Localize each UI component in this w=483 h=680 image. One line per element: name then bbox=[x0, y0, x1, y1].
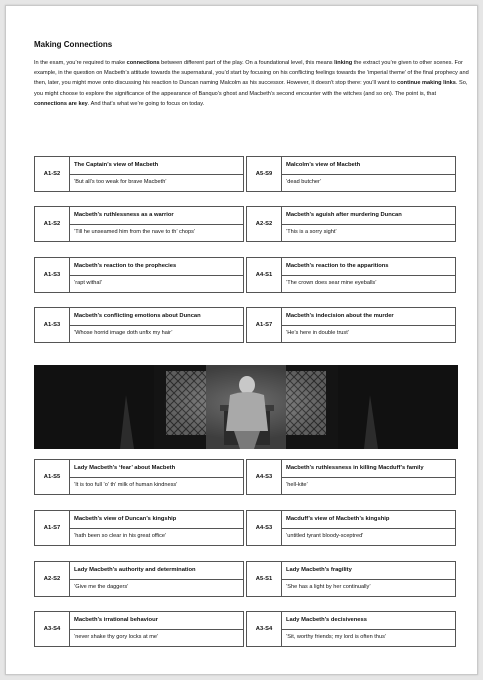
card-quote: ‘It is too full ‘o’ th’ milk of human kindness’ bbox=[74, 482, 178, 488]
scene-reference: A1-S7 bbox=[35, 511, 70, 545]
scene-reference: A1-S2 bbox=[35, 157, 70, 191]
quote-card bbox=[246, 307, 456, 343]
card-quote: ‘This is a sorry sight’ bbox=[286, 229, 337, 235]
card-heading: Lady Macbeth’s decisiveness bbox=[281, 612, 455, 630]
card-quote: ‘He’s here in double trust’ bbox=[286, 330, 350, 336]
scene-reference: A1-S3 bbox=[35, 308, 70, 342]
card-heading: Lady Macbeth’s authority and determination bbox=[69, 562, 243, 580]
card-heading: The Captain’s view of Macbeth bbox=[69, 157, 243, 175]
quote-card bbox=[34, 156, 244, 192]
intro-paragraph bbox=[34, 58, 470, 109]
card-heading: Macbeth’s aguish after murdering Duncan bbox=[281, 207, 455, 225]
card-quote: ‘Whose horrid image doth unfix my hair’ bbox=[74, 330, 173, 336]
card-quote: ‘hell-kite’ bbox=[286, 482, 308, 488]
connection-row bbox=[34, 206, 457, 242]
scene-reference: A3-S4 bbox=[35, 612, 70, 646]
quote-card bbox=[34, 611, 244, 647]
card-heading: Macbeth’s indecision about the murder bbox=[281, 308, 455, 326]
card-quote: ‘untitled tyrant bloody-sceptred’ bbox=[286, 533, 364, 539]
scene-reference: A1-S7 bbox=[247, 308, 282, 342]
document-page bbox=[5, 5, 478, 675]
card-quote: ‘But all’s too weak for brave Macbeth’ bbox=[74, 179, 167, 185]
connection-row bbox=[34, 459, 457, 495]
quote-card bbox=[246, 561, 456, 597]
intro-bold-phrase: continue making links bbox=[397, 80, 456, 87]
connection-row bbox=[34, 156, 457, 192]
connection-row bbox=[34, 611, 457, 647]
quote-card bbox=[34, 206, 244, 242]
scene-reference: A4-S3 bbox=[247, 460, 282, 494]
connection-row bbox=[34, 561, 457, 597]
card-heading: Macbeth’s reaction to the apparitions bbox=[281, 258, 455, 276]
card-quote: ‘never shake thy gory locks at me’ bbox=[74, 634, 159, 640]
intro-text: . So, you might choose to explore the significance of the appearance of Banquo’s ghost and Macbeth’s second encounter with the witches (and so on). The point is, that bbox=[34, 80, 468, 97]
scene-reference: A5-S1 bbox=[247, 562, 282, 596]
scene-reference: A5-S9 bbox=[247, 157, 282, 191]
connection-row bbox=[34, 257, 457, 293]
card-quote: ‘Till he unseamed him from the nave to th’ chops’ bbox=[74, 229, 196, 235]
quote-card bbox=[246, 156, 456, 192]
intro-text: In the exam, you’re required to make bbox=[34, 60, 127, 66]
scene-reference: A2-S2 bbox=[247, 207, 282, 241]
film-still-image bbox=[34, 365, 458, 449]
scene-reference: A4-S1 bbox=[247, 258, 282, 292]
connection-row bbox=[34, 307, 457, 343]
page-title: Making Connections bbox=[34, 40, 113, 49]
intro-bold-phrase: linking bbox=[334, 60, 353, 66]
scene-reference: A1-S5 bbox=[35, 460, 70, 494]
scene-reference: A4-S3 bbox=[247, 511, 282, 545]
card-heading: Macduff’s view of Macbeth’s kingship bbox=[281, 511, 455, 529]
card-heading: Macbeth’s reaction to the prophecies bbox=[69, 258, 243, 276]
quote-card bbox=[246, 459, 456, 495]
card-quote: ‘Give me the daggers’ bbox=[74, 584, 129, 590]
quote-card bbox=[246, 510, 456, 546]
quote-card bbox=[34, 257, 244, 293]
card-heading: Macbeth’s irrational behaviour bbox=[69, 612, 243, 630]
card-quote: ‘The crown does sear mine eyeballs’ bbox=[286, 280, 377, 286]
card-heading: Lady Macbeth’s ‘fear’ about Macbeth bbox=[69, 460, 243, 478]
card-quote: ‘dead butcher’ bbox=[286, 179, 322, 185]
card-heading: Macbeth’s ruthlessness as a warrior bbox=[69, 207, 243, 225]
card-quote: ‘rapt withal’ bbox=[74, 280, 102, 286]
quote-card bbox=[34, 510, 244, 546]
quote-card bbox=[246, 611, 456, 647]
intro-text: between different part of the play. On a foundational level, this means bbox=[159, 60, 335, 66]
quote-card bbox=[34, 307, 244, 343]
scene-reference: A1-S3 bbox=[35, 258, 70, 292]
quote-card bbox=[246, 257, 456, 293]
macbeth-throne-picture bbox=[34, 365, 458, 449]
intro-bold-phrase: connections are key bbox=[34, 100, 88, 107]
scene-reference: A2-S2 bbox=[35, 562, 70, 596]
card-quote: ‘She has a light by her continually’ bbox=[286, 584, 371, 590]
quote-card bbox=[34, 459, 244, 495]
card-quote: ‘Sit, worthy friends; my lord is often thus’ bbox=[286, 634, 387, 640]
intro-text: . And that’s what we’re going to focus on today. bbox=[87, 100, 205, 107]
intro-bold-phrase: connections bbox=[126, 60, 160, 66]
quote-card bbox=[34, 561, 244, 597]
scene-reference: A1-S2 bbox=[35, 207, 70, 241]
card-heading: Macbeth’s view of Duncan’s kingship bbox=[69, 511, 243, 529]
card-heading: Macbeth’s conflicting emotions about Duncan bbox=[69, 308, 243, 326]
card-heading: Lady Macbeth’s fragility bbox=[281, 562, 455, 580]
intro-text: the extract you’re given to other scenes. For example, in the question on Macbeth’s attitude towards the supernatural, you’d start by focusing on his conflicting feelings towards the ‘imperial theme’ of the final prophecy and then, later, you might move onto discussing his reaction to Duncan naming Malcolm as his successor. However, it doesn’t stop there: you’ll want to bbox=[34, 60, 469, 87]
scene-reference: A3-S4 bbox=[247, 612, 282, 646]
card-heading: Malcolm’s view of Macbeth bbox=[281, 157, 455, 175]
quote-card bbox=[246, 206, 456, 242]
connection-row bbox=[34, 510, 457, 546]
card-heading: Macbeth’s ruthlessness in killing Macduff’s family bbox=[281, 460, 455, 478]
card-quote: ‘hath been so clear in his great office’ bbox=[74, 533, 167, 539]
